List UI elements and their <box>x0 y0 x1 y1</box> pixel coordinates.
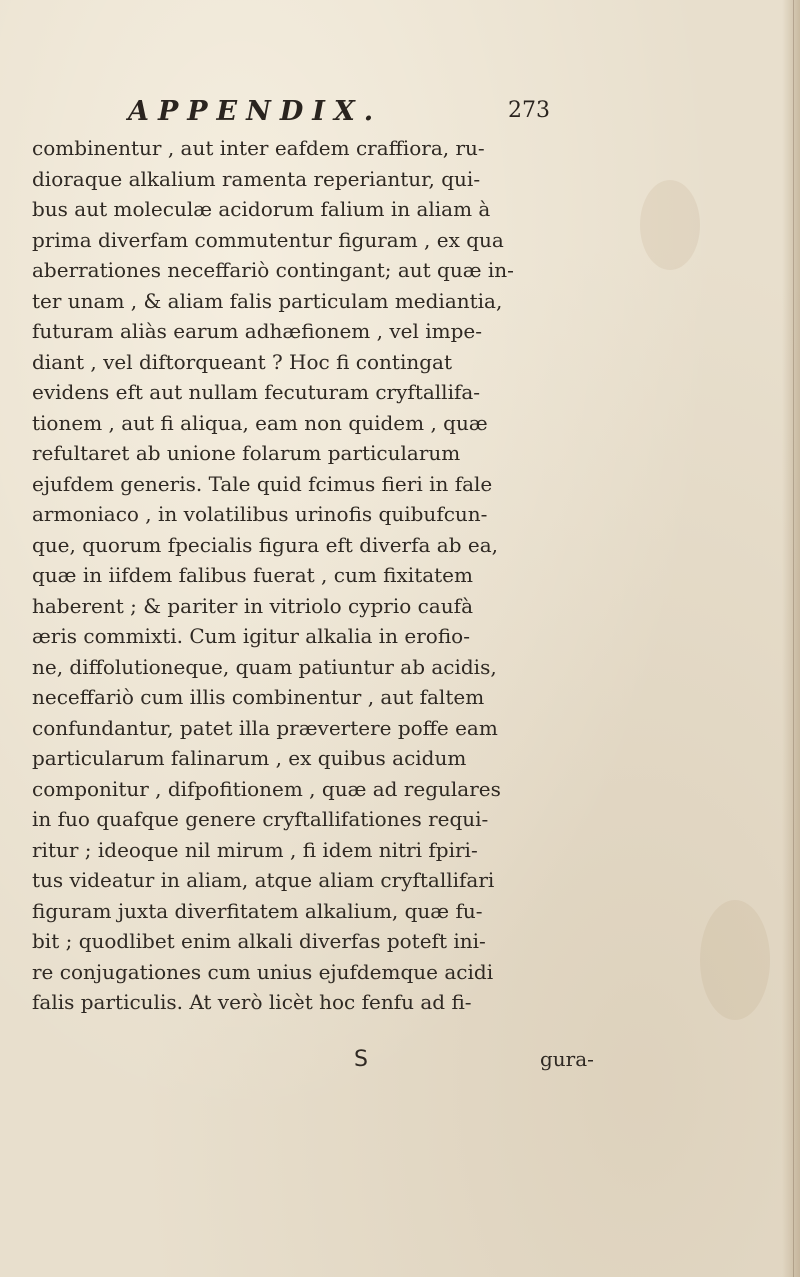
text-line: quæ in iifdem falibus fuerat , cum fixitatem <box>32 563 473 587</box>
text-line: falis particulis. At verò licèt hoc fenfu ad fi- <box>32 990 472 1014</box>
text-line: figuram juxta diverfitatem alkalium, quæ fu- <box>32 898 483 923</box>
text-line: evidens eft aut nullam fecuturam cryftallifa- <box>32 380 481 404</box>
text-line: diant , vel diftorqueant ? Hoc fi contingat <box>32 349 452 374</box>
text-line: ejufdem generis. Tale quid fcimus fieri in fale <box>32 471 493 496</box>
paper-stain <box>700 900 770 1020</box>
page-edge-line <box>793 0 794 1277</box>
text-line: ter unam , & aliam falis particulam mediantia, <box>32 288 503 313</box>
text-line: bus aut moleculæ acidorum falium in aliam à <box>32 197 491 221</box>
text-line: futuram aliàs earum adhæfionem , vel impe- <box>32 319 482 343</box>
signature-mark: S <box>354 1047 368 1072</box>
catchword: gura- <box>540 1047 594 1071</box>
text-line: armoniaco , in volatilibus urinofis quibufcun- <box>32 502 488 526</box>
text-line: confundantur, patet illa prævertere poffe eam <box>32 715 498 740</box>
text-line: ritur ; ideoque nil mirum , fi idem nitri fpiri- <box>32 837 478 862</box>
text-line: bit ; quodlibet enim alkali diverfas poteft ini- <box>32 929 486 953</box>
text-line: tionem , aut fi aliqua, eam non quidem , quæ <box>32 410 488 435</box>
text-line: prima diverfam commutentur figuram , ex qua <box>32 227 504 252</box>
text-line: æris commixti. Cum igitur alkalia in erofio- <box>32 624 470 648</box>
text-line: refultaret ab unione folarum particularum <box>32 441 461 465</box>
text-line: que, quorum fpecialis figura eft diverfa ab ea, <box>32 532 498 557</box>
paper-stain <box>640 180 700 270</box>
text-line: haberent ; & pariter in vitriolo cyprio caufà <box>32 593 473 618</box>
text-line: re conjugationes cum unius ejufdemque acidi <box>32 959 494 984</box>
page-footer <box>32 1047 614 1077</box>
running-title: APPENDIX. <box>128 96 383 127</box>
text-line: combinentur , aut inter eafdem craffiora, ru- <box>32 136 485 160</box>
text-line: componitur , difpofitionem , quæ ad regulares <box>32 776 501 801</box>
page-header <box>128 96 608 132</box>
text-line: ne, diffolutioneque, quam patiuntur ab acidis, <box>32 654 497 679</box>
body-text <box>32 133 614 1018</box>
text-line: particularum falinarum , ex quibus acidum <box>32 746 467 770</box>
text-line: tus videatur in aliam, atque aliam cryftallifari <box>32 868 495 892</box>
text-line: in fuo quafque genere cryftallifationes requi- <box>32 807 489 831</box>
text-line: dioraque alkalium ramenta reperiantur, qui- <box>32 166 481 191</box>
page-edge-shadow <box>782 0 800 1277</box>
page-number: 273 <box>508 98 550 123</box>
text-line: neceffariò cum illis combinentur , aut faltem <box>32 685 485 709</box>
text-line: aberrationes neceffariò contingant; aut quæ in- <box>32 258 514 282</box>
